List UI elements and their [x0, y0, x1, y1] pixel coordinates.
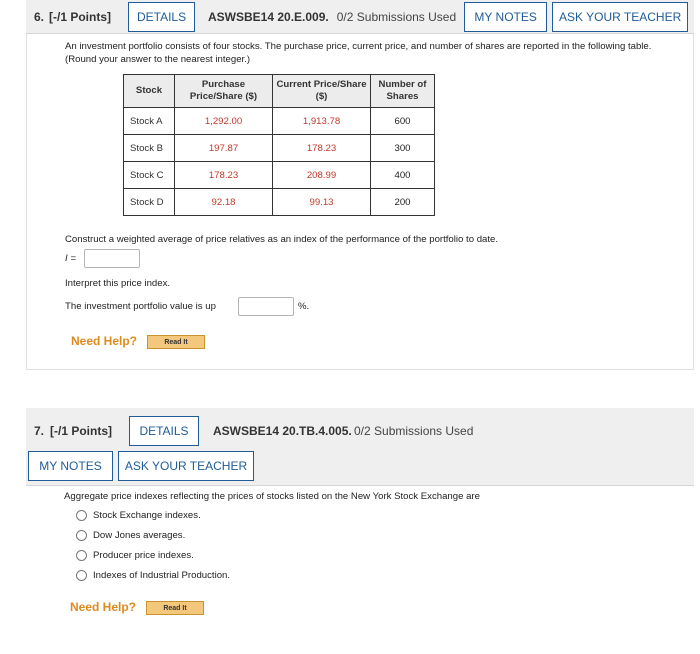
answer-option[interactable]: [76, 549, 194, 562]
cell-purchase: 92.18: [175, 189, 273, 216]
ask-your-teacher-button[interactable]: ASK YOUR TEACHER: [552, 2, 688, 32]
question-7-text: Aggregate price indexes reflecting the prices of stocks listed on the New York Stock Exchange are: [64, 491, 480, 502]
option-label: Dow Jones averages.: [93, 530, 186, 541]
value-up-text: The investment portfolio value is up: [65, 301, 216, 312]
cell-shares: 200: [371, 189, 435, 216]
table-row: [124, 108, 435, 135]
cell-shares: 400: [371, 162, 435, 189]
need-help-label: Need Help?: [70, 600, 137, 614]
need-help-label: Need Help?: [71, 334, 138, 348]
question-7-code: ASWSBE14 20.TB.4.005.: [213, 424, 352, 438]
read-it-button[interactable]: Read It: [147, 335, 205, 349]
read-it-button[interactable]: Read It: [146, 601, 204, 615]
question-6-code: ASWSBE14 20.E.009.: [208, 9, 329, 24]
question-7-body: [26, 486, 694, 654]
cell-stock: Stock A: [124, 108, 175, 135]
question-6-intro: An investment portfolio consists of four stocks. The purchase price, current price, and number of shares are reported in the following table. (Round your answer to the nearest integer.): [65, 41, 652, 65]
construct-instruction: Construct a weighted average of price relatives as an index of the performance of the portfolio to date.: [65, 234, 499, 245]
cell-current: 99.13: [273, 189, 371, 216]
col-header-current: Current Price/Share ($): [273, 75, 371, 108]
cell-shares: 300: [371, 135, 435, 162]
percent-answer-input[interactable]: [238, 297, 294, 316]
cell-stock: Stock B: [124, 135, 175, 162]
question-7-points: [-/1 Points]: [50, 424, 112, 438]
option-label: Producer price indexes.: [93, 550, 194, 561]
question-7-header: [26, 408, 694, 486]
my-notes-button[interactable]: MY NOTES: [464, 2, 547, 32]
question-6-header: [26, 0, 694, 34]
cell-stock: Stock C: [124, 162, 175, 189]
answer-option[interactable]: [76, 569, 230, 582]
table-row: [124, 162, 435, 189]
col-header-stock: Stock: [124, 75, 175, 108]
stock-table: [123, 74, 435, 216]
answer-option[interactable]: [76, 509, 201, 522]
question-6-points: [-/1 Points]: [49, 9, 112, 24]
option-label: Stock Exchange indexes.: [93, 510, 201, 521]
cell-purchase: 178.23: [175, 162, 273, 189]
ask-your-teacher-button[interactable]: ASK YOUR TEACHER: [118, 451, 254, 481]
cell-purchase: 197.87: [175, 135, 273, 162]
cell-shares: 600: [371, 108, 435, 135]
col-header-purchase: Purchase Price/Share ($): [175, 75, 273, 108]
cell-current: 1,913.78: [273, 108, 371, 135]
interpret-text: Interpret this price index.: [65, 278, 171, 289]
percent-label: %.: [298, 301, 310, 312]
cell-purchase: 1,292.00: [175, 108, 273, 135]
question-6-submissions: 0/2 Submissions Used: [336, 9, 457, 24]
index-label: I =: [65, 253, 76, 264]
radio-button[interactable]: [76, 530, 87, 541]
option-label: Indexes of Industrial Production.: [93, 570, 231, 581]
table-header-row: [124, 75, 435, 108]
details-button[interactable]: DETAILS: [129, 416, 199, 446]
question-7-number: 7.: [34, 424, 45, 438]
question-6-body: [26, 34, 694, 370]
cell-current: 178.23: [273, 135, 371, 162]
question-7-submissions: 0/2 Submissions Used: [354, 424, 474, 438]
col-header-shares: Number of Shares: [371, 75, 435, 108]
table-row: [124, 135, 435, 162]
question-6-number: 6.: [34, 9, 45, 24]
details-button[interactable]: DETAILS: [128, 2, 195, 32]
cell-stock: Stock D: [124, 189, 175, 216]
index-answer-input[interactable]: [84, 249, 140, 268]
cell-current: 208.99: [273, 162, 371, 189]
table-row: [124, 189, 435, 216]
my-notes-button[interactable]: MY NOTES: [28, 451, 113, 481]
radio-button[interactable]: [76, 510, 87, 521]
radio-button[interactable]: [76, 570, 87, 581]
question-7-card: [26, 408, 694, 654]
question-6-card: [26, 0, 694, 370]
answer-option[interactable]: [76, 529, 185, 542]
radio-button[interactable]: [76, 550, 87, 561]
